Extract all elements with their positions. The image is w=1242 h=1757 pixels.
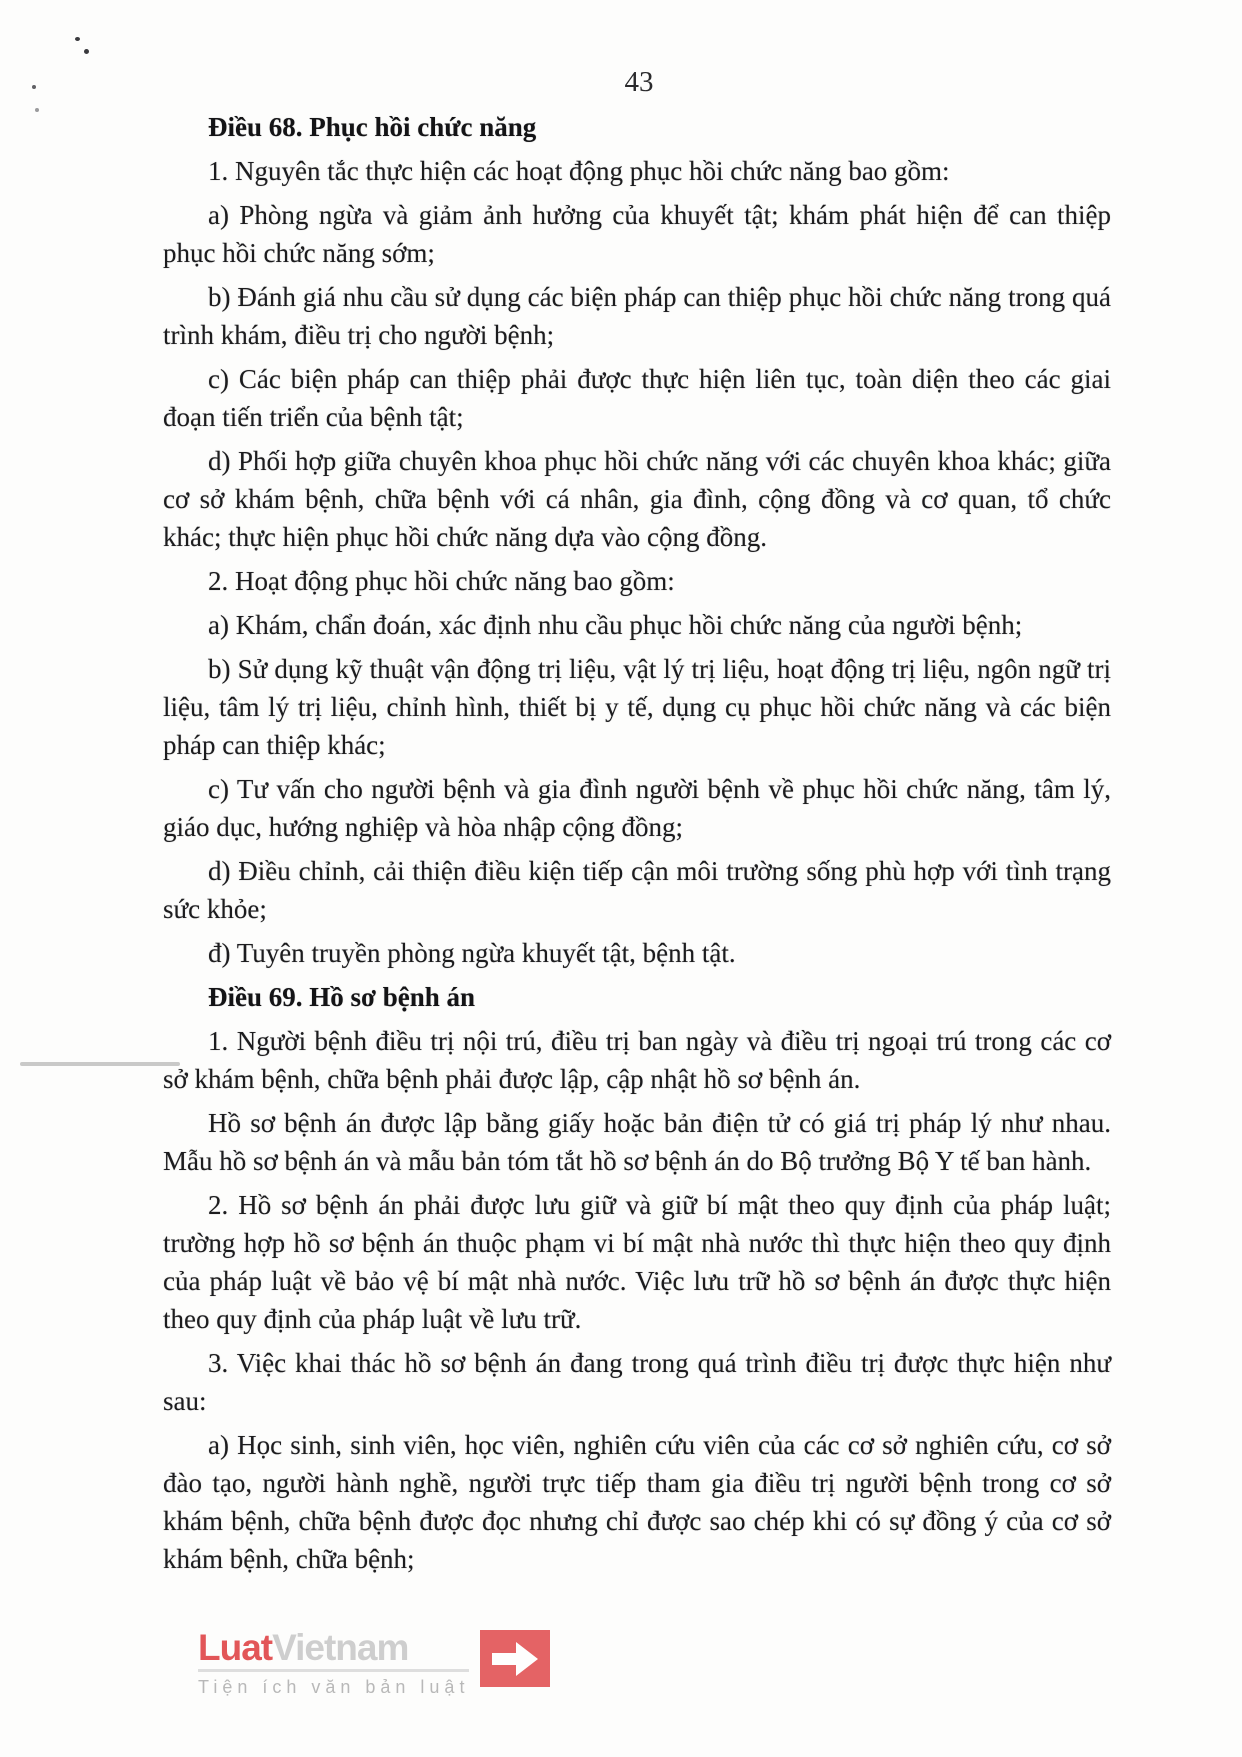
scan-speckle	[84, 49, 89, 54]
law-paragraph: 1. Nguyên tắc thực hiện các hoạt động phục hồi chức năng bao gồm:	[208, 156, 950, 186]
law-paragraph: d) Điều chỉnh, cải thiện điều kiện tiếp cận môi trường sống phù hợp với tình trạng sức khỏe;	[163, 856, 1111, 924]
law-paragraph: b) Sử dụng kỹ thuật vận động trị liệu, vật lý trị liệu, hoạt động trị liệu, ngôn ngữ trị liệu, tâm lý trị liệu, chỉnh hình, thiết bị y tế, dụng cụ phục hồi chức năng và các biện pháp can thiệp khác;	[163, 654, 1111, 760]
law-paragraph: a) Học sinh, sinh viên, học viên, nghiên cứu viên của các cơ sở nghiên cứu, cơ sở đào tạo, người hành nghề, người trực tiếp tham gia điều trị người bệnh trong cơ sở khám bệnh, chữa bệnh được đọc nhưng chỉ được sao chép khi có sự đồng ý của cơ sở khám bệnh, chữa bệnh;	[163, 1430, 1111, 1574]
scan-speckle	[35, 108, 39, 112]
watermark-brand-block	[198, 1627, 470, 1698]
scan-smudge	[20, 1062, 180, 1066]
page-number: 43	[624, 66, 654, 98]
law-paragraph: đ) Tuyên truyền phòng ngừa khuyết tật, bệnh tật.	[208, 938, 736, 968]
law-paragraph: c) Tư vấn cho người bệnh và gia đình người bệnh về phục hồi chức năng, tâm lý, giáo dục, hướng nghiệp và hòa nhập cộng đồng;	[163, 774, 1111, 842]
brand-vietnam: Vietnam	[272, 1627, 409, 1668]
watermark-brand	[198, 1627, 469, 1672]
law-paragraph: 2. Hoạt động phục hồi chức năng bao gồm:	[208, 566, 675, 596]
law-paragraph: 2. Hồ sơ bệnh án phải được lưu giữ và giữ bí mật theo quy định của pháp luật; trường hợp hồ sơ bệnh án thuộc phạm vi bí mật nhà nước thì thực hiện theo quy định của pháp luật về bảo vệ bí mật nhà nước. Việc lưu trữ hồ sơ bệnh án được thực hiện theo quy định của pháp luật về lưu trữ.	[163, 1190, 1111, 1334]
right-arrow-icon	[492, 1642, 538, 1676]
luatvietnam-watermark	[198, 1627, 550, 1698]
article-69-heading: Điều 69. Hồ sơ bệnh án	[208, 982, 476, 1012]
watermark-tagline: Tiện ích văn bản luật	[198, 1677, 470, 1697]
law-paragraph: 3. Việc khai thác hồ sơ bệnh án đang trong quá trình điều trị được thực hiện như sau:	[163, 1348, 1111, 1416]
law-paragraph: a) Khám, chẩn đoán, xác định nhu cầu phục hồi chức năng của người bệnh;	[208, 610, 1023, 640]
watermark-arrow-box	[480, 1630, 550, 1687]
document-body	[163, 108, 1111, 1584]
law-paragraph: 1. Người bệnh điều trị nội trú, điều trị ban ngày và điều trị ngoại trú trong các cơ sở khám bệnh, chữa bệnh phải được lập, cập nhật hồ sơ bệnh án.	[163, 1026, 1111, 1094]
law-paragraph: b) Đánh giá nhu cầu sử dụng các biện pháp can thiệp phục hồi chức năng trong quá trình khám, điều trị cho người bệnh;	[163, 282, 1111, 350]
brand-luat: Luat	[198, 1627, 273, 1668]
article-68-heading: Điều 68. Phục hồi chức năng	[208, 112, 537, 142]
law-paragraph: a) Phòng ngừa và giảm ảnh hưởng của khuyết tật; khám phát hiện để can thiệp phục hồi chức năng sớm;	[163, 200, 1111, 268]
law-paragraph: c) Các biện pháp can thiệp phải được thực hiện liên tục, toàn diện theo các giai đoạn tiến triển của bệnh tật;	[163, 364, 1111, 432]
law-paragraph: d) Phối hợp giữa chuyên khoa phục hồi chức năng với các chuyên khoa khác; giữa cơ sở khám bệnh, chữa bệnh với cá nhân, gia đình, cộng đồng và cơ quan, tổ chức khác; thực hiện phục hồi chức năng dựa vào cộng đồng.	[163, 446, 1111, 552]
scan-speckle	[75, 37, 80, 41]
law-paragraph: Hồ sơ bệnh án được lập bằng giấy hoặc bản điện tử có giá trị pháp lý như nhau. Mẫu hồ sơ bệnh án và mẫu bản tóm tắt hồ sơ bệnh án do Bộ trưởng Bộ Y tế ban hành.	[163, 1108, 1111, 1176]
